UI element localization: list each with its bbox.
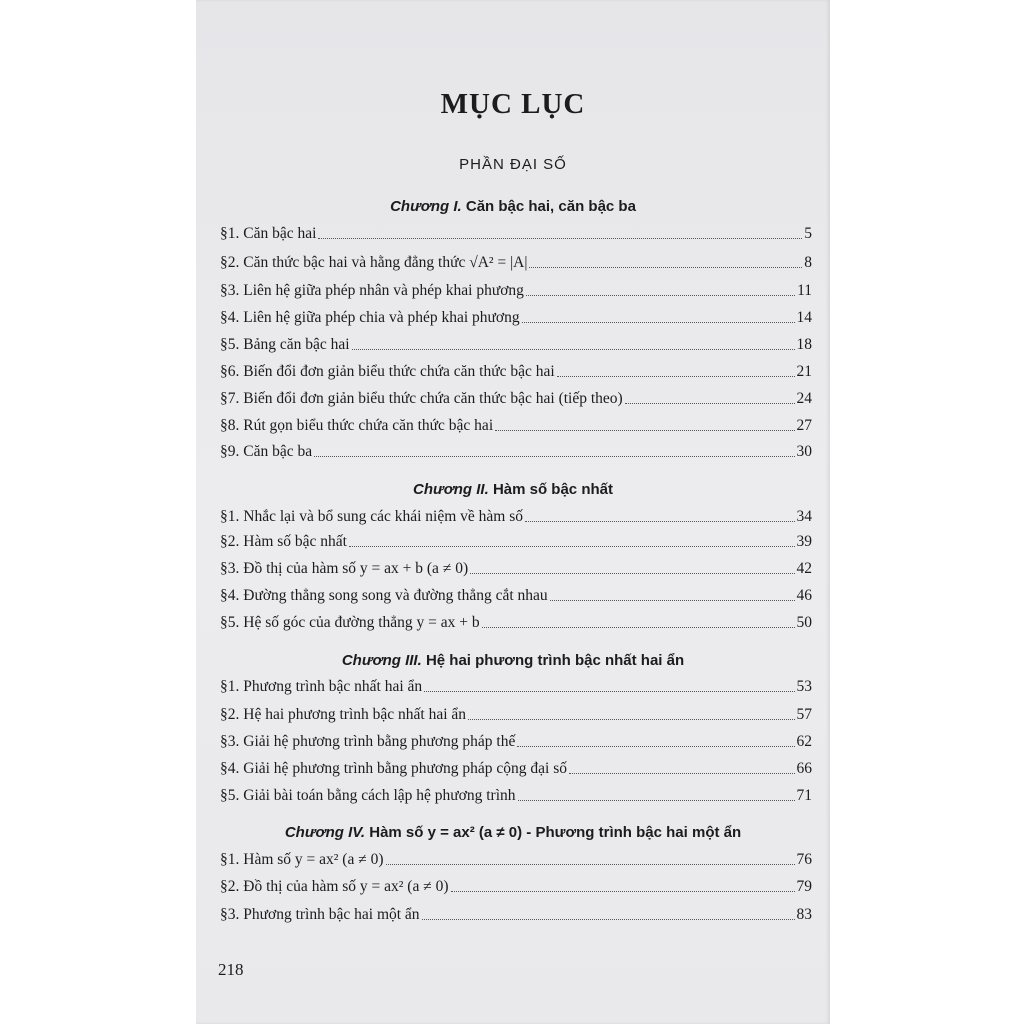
toc-entry[interactable] bbox=[220, 559, 812, 579]
toc-entry-page: 53 bbox=[796, 678, 812, 695]
leader-dots bbox=[386, 864, 795, 865]
leader-dots bbox=[550, 600, 795, 601]
chapter-prefix: Chương III. bbox=[341, 652, 422, 669]
toc-entry-page: 5 bbox=[804, 225, 812, 242]
toc-entry-page: 8 bbox=[804, 254, 812, 271]
leader-dots bbox=[349, 546, 795, 547]
toc-entry-label: §4. Đường thẳng song song và đường thẳng cắt nhau bbox=[220, 587, 548, 604]
toc-entry-page: 76 bbox=[796, 851, 812, 868]
leader-dots bbox=[526, 295, 795, 296]
leader-dots bbox=[482, 627, 795, 628]
toc-entry[interactable] bbox=[220, 416, 812, 436]
toc-entry-label: §8. Rút gọn biểu thức chứa căn thức bậc hai bbox=[220, 417, 494, 434]
chapter-heading bbox=[196, 652, 830, 669]
toc-entry[interactable] bbox=[220, 335, 812, 355]
toc-entry-page: 34 bbox=[796, 508, 812, 525]
toc-entry-page: 42 bbox=[796, 560, 812, 577]
leader-dots bbox=[451, 891, 795, 892]
toc-entry[interactable] bbox=[220, 613, 812, 633]
leader-dots bbox=[318, 238, 802, 239]
page-number: 218 bbox=[218, 960, 244, 979]
toc-entry[interactable] bbox=[220, 877, 812, 897]
toc-entry[interactable] bbox=[220, 281, 812, 301]
toc-entry-page: 39 bbox=[796, 533, 812, 550]
toc-entry-label: §2. Căn thức bậc hai và hằng đẳng thức √A² = |A| bbox=[220, 254, 528, 271]
toc-entry-label: §5. Hệ số góc của đường thẳng y = ax + b bbox=[220, 614, 480, 631]
page-title: MỤC LỤC bbox=[440, 88, 586, 120]
leader-dots bbox=[529, 267, 802, 268]
toc-entry-page: 79 bbox=[796, 878, 812, 895]
chapter-heading bbox=[196, 198, 830, 215]
toc-entry[interactable] bbox=[220, 705, 812, 725]
leader-dots bbox=[314, 456, 794, 457]
toc-entry-page: 46 bbox=[796, 587, 812, 604]
chapter-name: Căn bậc hai, căn bậc ba bbox=[465, 198, 636, 215]
toc-entry[interactable] bbox=[220, 677, 812, 697]
toc-entry-label: §3. Liên hệ giữa phép nhân và phép khai phương bbox=[220, 282, 524, 299]
chapter-name: Hàm số y = ax² (a ≠ 0) - Phương trình bậc hai một ẩn bbox=[369, 824, 742, 841]
chapter-heading bbox=[196, 481, 830, 498]
toc-entry[interactable] bbox=[220, 442, 812, 462]
toc-entry-label: §3. Đồ thị của hàm số y = ax + b (a ≠ 0) bbox=[220, 560, 469, 577]
leader-dots bbox=[352, 349, 795, 350]
toc-entry[interactable] bbox=[220, 224, 812, 244]
chapter-prefix: Chương IV. bbox=[284, 824, 366, 841]
toc-entry-page: 11 bbox=[797, 282, 812, 299]
toc-entry-label: §1. Phương trình bậc nhất hai ẩn bbox=[220, 678, 423, 695]
toc-entry-label: §3. Phương trình bậc hai một ẩn bbox=[220, 906, 420, 923]
toc-entry[interactable] bbox=[220, 362, 812, 382]
toc-entry[interactable] bbox=[220, 759, 812, 779]
leader-dots bbox=[424, 691, 794, 692]
leader-dots bbox=[517, 746, 794, 747]
toc-entry-page: 66 bbox=[796, 760, 812, 777]
toc-entry-label: §4. Liên hệ giữa phép chia và phép khai phương bbox=[220, 309, 520, 326]
toc-entry-page: 21 bbox=[796, 363, 812, 380]
toc-entry-label: §2. Hệ hai phương trình bậc nhất hai ẩn bbox=[220, 706, 467, 723]
toc-entry-page: 24 bbox=[796, 390, 812, 407]
leader-dots bbox=[470, 573, 794, 574]
leader-dots bbox=[495, 430, 794, 431]
toc-entry[interactable] bbox=[220, 850, 812, 870]
toc-entry-label: §1. Nhắc lại và bổ sung các khái niệm về hàm số bbox=[220, 508, 524, 525]
toc-entry[interactable] bbox=[220, 905, 812, 925]
toc-entry-page: 71 bbox=[796, 787, 812, 804]
toc-entry-page: 57 bbox=[796, 706, 812, 723]
chapter-prefix: Chương I. bbox=[390, 198, 462, 215]
toc-entry[interactable] bbox=[220, 389, 812, 409]
toc-entry-label: §9. Căn bậc ba bbox=[220, 443, 313, 460]
toc-entry-page: 14 bbox=[796, 309, 812, 326]
chapter-heading bbox=[196, 824, 830, 841]
toc-entry-page: 50 bbox=[796, 614, 812, 631]
toc-entry[interactable] bbox=[220, 253, 812, 273]
leader-dots bbox=[557, 376, 795, 377]
chapter-name: Hệ hai phương trình bậc nhất hai ẩn bbox=[425, 652, 685, 669]
toc-entry[interactable] bbox=[220, 532, 812, 552]
toc-entry[interactable] bbox=[220, 586, 812, 606]
toc-entry-label: §5. Giải bài toán bằng cách lập hệ phương trình bbox=[220, 787, 516, 804]
toc-entry-page: 30 bbox=[796, 443, 812, 460]
toc-entry-page: 83 bbox=[796, 906, 812, 923]
toc-entry[interactable] bbox=[220, 732, 812, 752]
toc-entry-page: 62 bbox=[796, 733, 812, 750]
toc-entry-label: §6. Biến đổi đơn giản biểu thức chứa căn thức bậc hai bbox=[220, 363, 555, 380]
toc-entry[interactable] bbox=[220, 507, 812, 527]
leader-dots bbox=[518, 800, 795, 801]
chapter-name: Hàm số bậc nhất bbox=[492, 481, 613, 498]
toc-entry-label: §3. Giải hệ phương trình bằng phương pháp thế bbox=[220, 733, 516, 750]
toc-entry[interactable] bbox=[220, 308, 812, 328]
leader-dots bbox=[522, 322, 795, 323]
leader-dots bbox=[468, 719, 794, 720]
part-heading: PHẦN ĐẠI SỐ bbox=[459, 156, 567, 173]
toc-entry-page: 27 bbox=[796, 417, 812, 434]
toc-entry-label: §2. Hàm số bậc nhất bbox=[220, 533, 347, 550]
leader-dots bbox=[569, 773, 794, 774]
leader-dots bbox=[525, 521, 794, 522]
toc-entry[interactable] bbox=[220, 786, 812, 806]
toc-entry-label: §1. Căn bậc hai bbox=[220, 225, 317, 242]
chapter-prefix: Chương II. bbox=[413, 481, 489, 498]
toc-entry-label: §4. Giải hệ phương trình bằng phương pháp cộng đại số bbox=[220, 760, 568, 777]
toc-entry-label: §7. Biến đổi đơn giản biểu thức chứa căn thức bậc hai (tiếp theo) bbox=[220, 390, 623, 407]
leader-dots bbox=[625, 403, 795, 404]
toc-entry-label: §2. Đồ thị của hàm số y = ax² (a ≠ 0) bbox=[220, 878, 449, 895]
toc-entry-page: 18 bbox=[796, 336, 812, 353]
toc-entry-label: §5. Bảng căn bậc hai bbox=[220, 336, 350, 353]
toc-entry-label: §1. Hàm số y = ax² (a ≠ 0) bbox=[220, 851, 384, 868]
leader-dots bbox=[422, 919, 795, 920]
book-page bbox=[196, 0, 830, 1024]
